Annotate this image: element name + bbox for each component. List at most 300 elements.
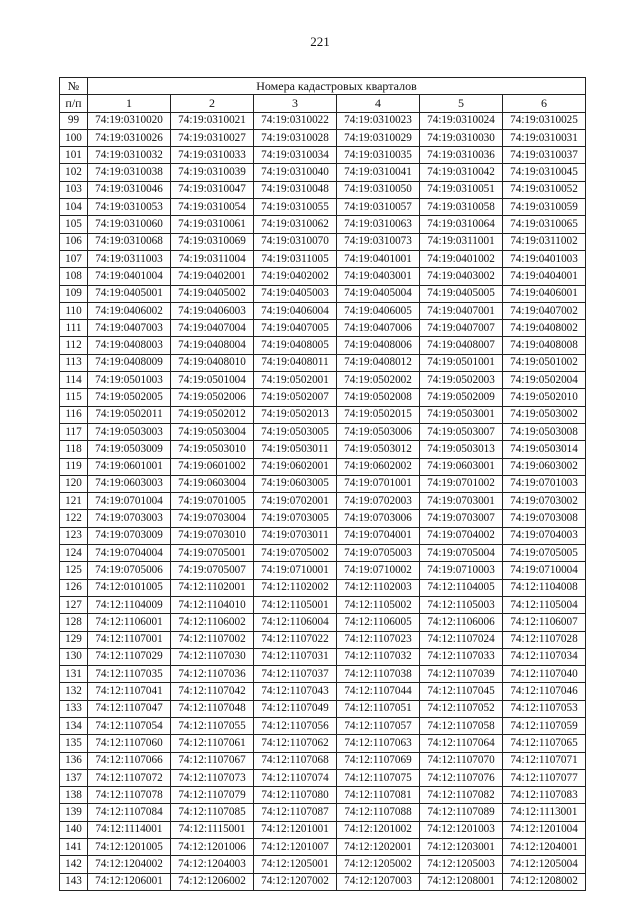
cadastral-number-cell: 74:19:0310062 [254, 216, 337, 233]
cadastral-number-cell: 74:12:1107068 [254, 752, 337, 769]
table-row [60, 216, 586, 233]
cadastral-number-cell: 74:12:1107043 [254, 683, 337, 700]
cadastral-number-cell: 74:19:0705007 [171, 562, 254, 579]
cadastral-number-cell: 74:19:0310035 [337, 147, 420, 164]
cadastral-number-cell: 74:19:0406002 [88, 302, 171, 319]
cadastral-number-cell: 74:19:0310064 [420, 216, 503, 233]
cadastral-number-cell: 74:12:1206001 [88, 873, 171, 890]
cadastral-number-cell: 74:19:0710002 [337, 562, 420, 579]
cadastral-number-cell: 74:12:1107060 [88, 735, 171, 752]
cadastral-number-cell: 74:19:0310061 [171, 216, 254, 233]
cadastral-number-cell: 74:19:0408007 [420, 337, 503, 354]
cadastral-number-cell: 74:19:0310027 [171, 129, 254, 146]
row-number: 127 [60, 596, 88, 613]
cadastral-number-cell: 74:19:0502002 [337, 372, 420, 389]
cadastral-number-cell: 74:19:0705005 [503, 545, 586, 562]
cadastral-number-cell: 74:19:0503011 [254, 441, 337, 458]
row-number: 137 [60, 769, 88, 786]
table-row [60, 579, 586, 596]
cadastral-number-cell: 74:12:1107085 [171, 804, 254, 821]
row-number: 116 [60, 406, 88, 423]
cadastral-number-cell: 74:12:1201006 [171, 839, 254, 856]
cadastral-number-cell: 74:19:0310038 [88, 164, 171, 181]
cadastral-number-cell: 74:19:0603004 [171, 475, 254, 492]
cadastral-number-cell: 74:12:1107062 [254, 735, 337, 752]
header-title: Номера кадастровых кварталов [88, 78, 586, 95]
row-number: 107 [60, 250, 88, 267]
cadastral-number-cell: 74:19:0710003 [420, 562, 503, 579]
cadastral-number-cell: 74:19:0703009 [88, 527, 171, 544]
cadastral-number-cell: 74:19:0310068 [88, 233, 171, 250]
cadastral-number-cell: 74:19:0710004 [503, 562, 586, 579]
cadastral-number-cell: 74:19:0310069 [171, 233, 254, 250]
cadastral-number-cell: 74:19:0406003 [171, 302, 254, 319]
cadastral-number-cell: 74:19:0503009 [88, 441, 171, 458]
row-number: 101 [60, 147, 88, 164]
row-number: 108 [60, 268, 88, 285]
cadastral-number-cell: 74:19:0503003 [88, 423, 171, 440]
row-number: 109 [60, 285, 88, 302]
cadastral-number-cell: 74:12:1104008 [503, 579, 586, 596]
table-row [60, 268, 586, 285]
cadastral-number-cell: 74:19:0408005 [254, 337, 337, 354]
cadastral-number-cell: 74:12:1102003 [337, 579, 420, 596]
cadastral-number-cell: 74:19:0310033 [171, 147, 254, 164]
row-number: 133 [60, 700, 88, 717]
cadastral-number-cell: 74:12:1201003 [420, 821, 503, 838]
cadastral-number-cell: 74:12:1106006 [420, 614, 503, 631]
cadastral-number-cell: 74:12:1113001 [503, 804, 586, 821]
cadastral-number-cell: 74:12:1107057 [337, 717, 420, 734]
cadastral-number-cell: 74:19:0406001 [503, 285, 586, 302]
table-row [60, 510, 586, 527]
cadastral-number-cell: 74:19:0310030 [420, 129, 503, 146]
cadastral-number-cell: 74:19:0310037 [503, 147, 586, 164]
row-number: 104 [60, 199, 88, 216]
cadastral-number-cell: 74:12:1107080 [254, 787, 337, 804]
table-row [60, 631, 586, 648]
table-row [60, 856, 586, 873]
cadastral-number-cell: 74:19:0501004 [171, 372, 254, 389]
cadastral-number-cell: 74:19:0602002 [337, 458, 420, 475]
row-number: 110 [60, 302, 88, 319]
cadastral-number-cell: 74:12:1107001 [88, 631, 171, 648]
cadastral-number-cell: 74:12:1204001 [503, 839, 586, 856]
cadastral-number-cell: 74:19:0310047 [171, 181, 254, 198]
table-row [60, 735, 586, 752]
cadastral-number-cell: 74:12:1104005 [420, 579, 503, 596]
cadastral-number-cell: 74:19:0503007 [420, 423, 503, 440]
cadastral-number-cell: 74:19:0502001 [254, 372, 337, 389]
column-number: 4 [337, 95, 420, 112]
table-row [60, 700, 586, 717]
cadastral-number-cell: 74:12:1204003 [171, 856, 254, 873]
table-row [60, 112, 586, 129]
cadastral-number-cell: 74:19:0407004 [171, 320, 254, 337]
cadastral-number-cell: 74:12:1107051 [337, 700, 420, 717]
cadastral-number-cell: 74:12:1107002 [171, 631, 254, 648]
cadastral-number-cell: 74:19:0701003 [503, 475, 586, 492]
cadastral-number-cell: 74:19:0310052 [503, 181, 586, 198]
cadastral-number-cell: 74:19:0310070 [254, 233, 337, 250]
cadastral-number-cell: 74:12:1107028 [503, 631, 586, 648]
cadastral-number-cell: 74:19:0311002 [503, 233, 586, 250]
cadastral-number-cell: 74:19:0703002 [503, 493, 586, 510]
cadastral-number-cell: 74:19:0704002 [420, 527, 503, 544]
cadastral-number-cell: 74:19:0401003 [503, 250, 586, 267]
cadastral-number-cell: 74:12:1104010 [171, 596, 254, 613]
row-number: 122 [60, 510, 88, 527]
row-number: 123 [60, 527, 88, 544]
table-row [60, 839, 586, 856]
table-subheader-row [60, 95, 586, 112]
table-header-row [60, 78, 586, 95]
cadastral-number-cell: 74:19:0704004 [88, 545, 171, 562]
row-number: 141 [60, 839, 88, 856]
table-row [60, 199, 586, 216]
cadastral-number-cell: 74:12:1107044 [337, 683, 420, 700]
cadastral-number-cell: 74:19:0404001 [503, 268, 586, 285]
table-row [60, 614, 586, 631]
cadastral-number-cell: 74:19:0310020 [88, 112, 171, 129]
table-row [60, 717, 586, 734]
cadastral-number-cell: 74:12:1107082 [420, 787, 503, 804]
table-row [60, 458, 586, 475]
row-number: 106 [60, 233, 88, 250]
header-pp: п/п [60, 95, 88, 112]
cadastral-number-cell: 74:19:0501003 [88, 372, 171, 389]
row-number: 128 [60, 614, 88, 631]
cadastral-number-cell: 74:19:0503002 [503, 406, 586, 423]
row-number: 100 [60, 129, 88, 146]
table-row [60, 285, 586, 302]
cadastral-number-cell: 74:12:1205004 [503, 856, 586, 873]
row-number: 134 [60, 717, 88, 734]
cadastral-number-cell: 74:19:0310039 [171, 164, 254, 181]
cadastral-number-cell: 74:12:1105001 [254, 596, 337, 613]
column-number: 5 [420, 95, 503, 112]
cadastral-number-cell: 74:19:0407002 [503, 302, 586, 319]
cadastral-number-cell: 74:19:0502004 [503, 372, 586, 389]
cadastral-number-cell: 74:19:0703004 [171, 510, 254, 527]
cadastral-number-cell: 74:12:1107035 [88, 666, 171, 683]
cadastral-number-cell: 74:19:0502013 [254, 406, 337, 423]
cadastral-number-cell: 74:19:0310058 [420, 199, 503, 216]
cadastral-number-cell: 74:19:0403002 [420, 268, 503, 285]
table-row [60, 475, 586, 492]
row-number: 135 [60, 735, 88, 752]
cadastral-number-cell: 74:12:1107022 [254, 631, 337, 648]
cadastral-number-cell: 74:12:1107077 [503, 769, 586, 786]
cadastral-number-cell: 74:12:1106005 [337, 614, 420, 631]
cadastral-number-cell: 74:19:0406004 [254, 302, 337, 319]
cadastral-number-cell: 74:12:1107076 [420, 769, 503, 786]
cadastral-number-cell: 74:19:0310045 [503, 164, 586, 181]
cadastral-number-cell: 74:19:0310048 [254, 181, 337, 198]
table-row [60, 804, 586, 821]
cadastral-number-cell: 74:12:1107023 [337, 631, 420, 648]
row-number: 139 [60, 804, 88, 821]
table-row [60, 752, 586, 769]
table-row [60, 164, 586, 181]
table-row [60, 666, 586, 683]
cadastral-number-cell: 74:12:1107045 [420, 683, 503, 700]
table-body [60, 112, 586, 890]
row-number: 136 [60, 752, 88, 769]
cadastral-number-cell: 74:12:1107046 [503, 683, 586, 700]
cadastral-number-cell: 74:12:1107032 [337, 648, 420, 665]
cadastral-number-cell: 74:19:0405003 [254, 285, 337, 302]
cadastral-number-cell: 74:12:1107064 [420, 735, 503, 752]
table-row [60, 320, 586, 337]
cadastral-number-cell: 74:19:0310032 [88, 147, 171, 164]
cadastral-number-cell: 74:12:1107075 [337, 769, 420, 786]
cadastral-number-cell: 74:12:1106007 [503, 614, 586, 631]
cadastral-number-cell: 74:19:0407001 [420, 302, 503, 319]
row-number: 111 [60, 320, 88, 337]
table-row [60, 337, 586, 354]
table-row [60, 821, 586, 838]
cadastral-number-cell: 74:12:1107071 [503, 752, 586, 769]
cadastral-number-cell: 74:19:0502012 [171, 406, 254, 423]
table-row [60, 873, 586, 890]
cadastral-number-cell: 74:19:0703007 [420, 510, 503, 527]
cadastral-number-cell: 74:19:0704001 [337, 527, 420, 544]
cadastral-number-cell: 74:12:1107079 [171, 787, 254, 804]
cadastral-number-cell: 74:19:0310028 [254, 129, 337, 146]
cadastral-number-cell: 74:19:0705006 [88, 562, 171, 579]
cadastral-number-cell: 74:19:0310057 [337, 199, 420, 216]
page-number: 221 [310, 34, 330, 49]
table-row [60, 181, 586, 198]
cadastral-number-cell: 74:19:0502009 [420, 389, 503, 406]
cadastral-quarters-table [59, 77, 586, 891]
cadastral-number-cell: 74:12:1201002 [337, 821, 420, 838]
cadastral-number-cell: 74:19:0402001 [171, 268, 254, 285]
row-number: 138 [60, 787, 88, 804]
row-number: 140 [60, 821, 88, 838]
cadastral-number-cell: 74:19:0310046 [88, 181, 171, 198]
table-row [60, 787, 586, 804]
cadastral-number-cell: 74:19:0310034 [254, 147, 337, 164]
table-row [60, 147, 586, 164]
cadastral-number-cell: 74:19:0403001 [337, 268, 420, 285]
cadastral-number-cell: 74:12:1107070 [420, 752, 503, 769]
cadastral-number-cell: 74:12:1107083 [503, 787, 586, 804]
cadastral-number-cell: 74:12:1205001 [254, 856, 337, 873]
cadastral-number-cell: 74:12:1106002 [171, 614, 254, 631]
cadastral-number-cell: 74:19:0408009 [88, 354, 171, 371]
row-number: 117 [60, 423, 88, 440]
cadastral-number-cell: 74:12:1205003 [420, 856, 503, 873]
cadastral-number-cell: 74:19:0503006 [337, 423, 420, 440]
cadastral-number-cell: 74:12:1204002 [88, 856, 171, 873]
cadastral-number-cell: 74:19:0502010 [503, 389, 586, 406]
cadastral-number-cell: 74:19:0405001 [88, 285, 171, 302]
cadastral-number-cell: 74:19:0310025 [503, 112, 586, 129]
table-row [60, 769, 586, 786]
cadastral-number-cell: 74:19:0406005 [337, 302, 420, 319]
cadastral-number-cell: 74:12:1206002 [171, 873, 254, 890]
cadastral-number-cell: 74:19:0310063 [337, 216, 420, 233]
header-number-sign: № [60, 78, 88, 95]
cadastral-number-cell: 74:19:0703006 [337, 510, 420, 527]
cadastral-number-cell: 74:12:1105002 [337, 596, 420, 613]
table-row [60, 545, 586, 562]
cadastral-number-cell: 74:19:0310023 [337, 112, 420, 129]
cadastral-number-cell: 74:19:0603003 [88, 475, 171, 492]
cadastral-number-cell: 74:19:0501001 [420, 354, 503, 371]
cadastral-number-cell: 74:19:0502006 [171, 389, 254, 406]
cadastral-number-cell: 74:12:1107081 [337, 787, 420, 804]
cadastral-number-cell: 74:19:0310050 [337, 181, 420, 198]
cadastral-number-cell: 74:12:1107088 [337, 804, 420, 821]
cadastral-number-cell: 74:12:1102001 [171, 579, 254, 596]
cadastral-number-cell: 74:19:0703001 [420, 493, 503, 510]
cadastral-number-cell: 74:12:1107078 [88, 787, 171, 804]
cadastral-number-cell: 74:12:1115001 [171, 821, 254, 838]
cadastral-number-cell: 74:19:0503012 [337, 441, 420, 458]
cadastral-number-cell: 74:12:1107034 [503, 648, 586, 665]
cadastral-number-cell: 74:19:0311001 [420, 233, 503, 250]
table-row [60, 562, 586, 579]
cadastral-number-cell: 74:12:1107052 [420, 700, 503, 717]
column-number: 1 [88, 95, 171, 112]
cadastral-number-cell: 74:12:1107042 [171, 683, 254, 700]
cadastral-number-cell: 74:19:0502003 [420, 372, 503, 389]
cadastral-number-cell: 74:12:1114001 [88, 821, 171, 838]
table-row [60, 372, 586, 389]
cadastral-number-cell: 74:19:0408010 [171, 354, 254, 371]
cadastral-number-cell: 74:19:0408008 [503, 337, 586, 354]
cadastral-number-cell: 74:12:1107037 [254, 666, 337, 683]
cadastral-number-cell: 74:12:1107049 [254, 700, 337, 717]
cadastral-number-cell: 74:12:1201005 [88, 839, 171, 856]
cadastral-number-cell: 74:19:0503010 [171, 441, 254, 458]
column-number: 3 [254, 95, 337, 112]
cadastral-number-cell: 74:19:0407003 [88, 320, 171, 337]
cadastral-number-cell: 74:19:0503001 [420, 406, 503, 423]
cadastral-number-cell: 74:19:0702001 [254, 493, 337, 510]
cadastral-number-cell: 74:12:1107055 [171, 717, 254, 734]
row-number: 121 [60, 493, 88, 510]
cadastral-number-cell: 74:19:0701002 [420, 475, 503, 492]
cadastral-number-cell: 74:19:0603002 [503, 458, 586, 475]
cadastral-number-cell: 74:19:0703005 [254, 510, 337, 527]
row-number: 114 [60, 372, 88, 389]
table-row [60, 406, 586, 423]
cadastral-number-cell: 74:12:1107029 [88, 648, 171, 665]
cadastral-number-cell: 74:19:0310053 [88, 199, 171, 216]
cadastral-number-cell: 74:19:0710001 [254, 562, 337, 579]
cadastral-number-cell: 74:19:0310021 [171, 112, 254, 129]
cadastral-number-cell: 74:12:1106004 [254, 614, 337, 631]
table-row [60, 302, 586, 319]
cadastral-number-cell: 74:12:0101005 [88, 579, 171, 596]
cadastral-number-cell: 74:12:1107074 [254, 769, 337, 786]
cadastral-number-cell: 74:19:0703011 [254, 527, 337, 544]
cadastral-number-cell: 74:19:0310029 [337, 129, 420, 146]
cadastral-number-cell: 74:19:0408003 [88, 337, 171, 354]
row-number: 129 [60, 631, 88, 648]
cadastral-number-cell: 74:19:0311003 [88, 250, 171, 267]
cadastral-number-cell: 74:19:0601002 [171, 458, 254, 475]
cadastral-number-cell: 74:19:0408004 [171, 337, 254, 354]
row-number: 124 [60, 545, 88, 562]
row-number: 132 [60, 683, 88, 700]
cadastral-number-cell: 74:19:0501002 [503, 354, 586, 371]
cadastral-number-cell: 74:19:0705002 [254, 545, 337, 562]
cadastral-number-cell: 74:19:0701005 [171, 493, 254, 510]
cadastral-number-cell: 74:12:1107056 [254, 717, 337, 734]
row-number: 130 [60, 648, 88, 665]
cadastral-number-cell: 74:19:0503008 [503, 423, 586, 440]
table-row [60, 493, 586, 510]
cadastral-number-cell: 74:19:0408012 [337, 354, 420, 371]
cadastral-number-cell: 74:12:1107073 [171, 769, 254, 786]
cadastral-number-cell: 74:19:0401004 [88, 268, 171, 285]
table-row [60, 596, 586, 613]
cadastral-number-cell: 74:12:1208002 [503, 873, 586, 890]
cadastral-number-cell: 74:19:0310036 [420, 147, 503, 164]
column-number: 6 [503, 95, 586, 112]
column-number: 2 [171, 95, 254, 112]
row-number: 120 [60, 475, 88, 492]
cadastral-number-cell: 74:19:0310055 [254, 199, 337, 216]
cadastral-number-cell: 74:12:1102002 [254, 579, 337, 596]
table-row [60, 389, 586, 406]
cadastral-number-cell: 74:19:0703010 [171, 527, 254, 544]
cadastral-number-cell: 74:12:1107059 [503, 717, 586, 734]
row-number: 102 [60, 164, 88, 181]
cadastral-number-cell: 74:19:0702003 [337, 493, 420, 510]
table-row [60, 423, 586, 440]
table-row [60, 250, 586, 267]
cadastral-number-cell: 74:19:0310022 [254, 112, 337, 129]
cadastral-number-cell: 74:12:1107036 [171, 666, 254, 683]
row-number: 119 [60, 458, 88, 475]
cadastral-number-cell: 74:19:0408011 [254, 354, 337, 371]
cadastral-number-cell: 74:19:0603005 [254, 475, 337, 492]
table-row [60, 129, 586, 146]
cadastral-number-cell: 74:19:0407005 [254, 320, 337, 337]
cadastral-number-cell: 74:12:1207002 [254, 873, 337, 890]
cadastral-number-cell: 74:12:1207003 [337, 873, 420, 890]
row-number: 112 [60, 337, 88, 354]
cadastral-number-cell: 74:12:1105004 [503, 596, 586, 613]
cadastral-number-cell: 74:19:0701001 [337, 475, 420, 492]
cadastral-number-cell: 74:12:1107033 [420, 648, 503, 665]
cadastral-number-cell: 74:12:1208001 [420, 873, 503, 890]
cadastral-number-cell: 74:19:0502015 [337, 406, 420, 423]
cadastral-number-cell: 74:19:0310042 [420, 164, 503, 181]
cadastral-number-cell: 74:12:1107087 [254, 804, 337, 821]
cadastral-number-cell: 74:19:0603001 [420, 458, 503, 475]
cadastral-number-cell: 74:19:0310024 [420, 112, 503, 129]
cadastral-number-cell: 74:19:0704003 [503, 527, 586, 544]
cadastral-number-cell: 74:19:0602001 [254, 458, 337, 475]
cadastral-number-cell: 74:12:1201001 [254, 821, 337, 838]
cadastral-number-cell: 74:12:1107053 [503, 700, 586, 717]
table-row [60, 441, 586, 458]
cadastral-number-cell: 74:12:1107048 [171, 700, 254, 717]
cadastral-number-cell: 74:12:1107089 [420, 804, 503, 821]
table-row [60, 233, 586, 250]
row-number: 115 [60, 389, 88, 406]
cadastral-number-cell: 74:19:0502005 [88, 389, 171, 406]
cadastral-number-cell: 74:19:0405002 [171, 285, 254, 302]
cadastral-number-cell: 74:19:0311005 [254, 250, 337, 267]
